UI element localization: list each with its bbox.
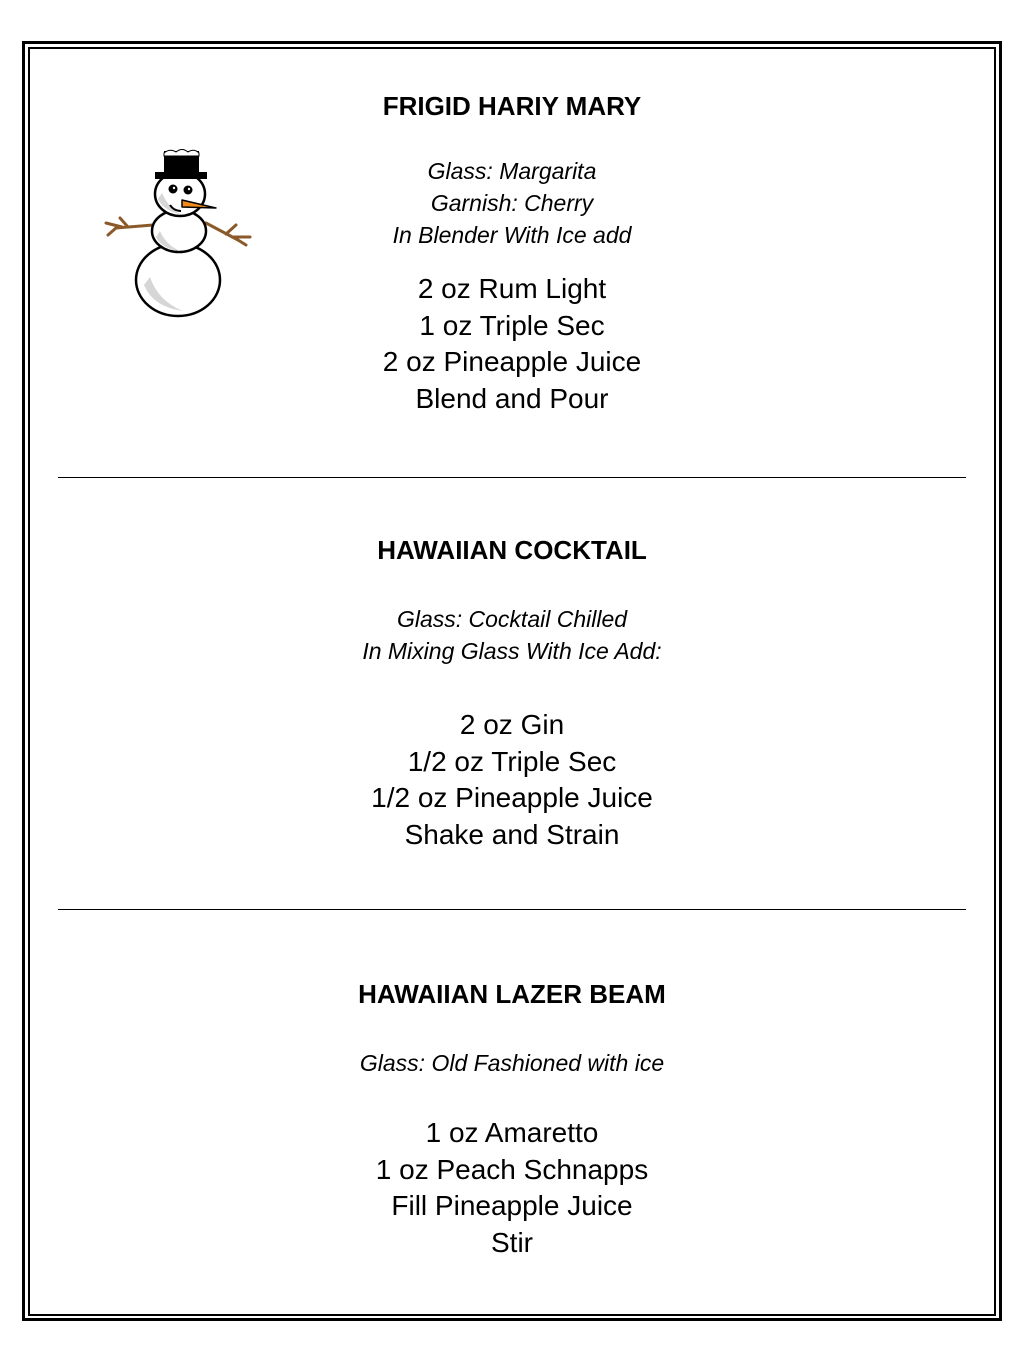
instruction: Stir <box>491 1226 533 1258</box>
instruction: Shake and Strain <box>404 818 620 850</box>
ingredient: 1/2 oz Pineapple Juice <box>371 782 653 813</box>
recipe-meta <box>60 603 964 667</box>
recipe-meta <box>60 155 964 251</box>
section-divider <box>58 909 966 910</box>
ingredient-list <box>60 271 964 417</box>
ingredient-list <box>60 707 964 853</box>
ingredient: 1 oz Triple Sec <box>419 309 605 341</box>
instruction: Blend and Pour <box>415 382 609 414</box>
recipe-card-hawaiian-cocktail <box>60 535 964 853</box>
recipe-title: HAWAIIAN COCKTAIL <box>377 535 647 565</box>
recipe-card-hawaiian-lazer-beam <box>60 979 964 1261</box>
ingredient: 1 oz Amaretto <box>425 1117 599 1148</box>
glass-type: Glass: Cocktail Chilled <box>396 606 628 632</box>
ingredient: 2 oz Pineapple Juice <box>382 346 642 377</box>
ingredient: 1/2 oz Triple Sec <box>407 745 617 777</box>
recipe-title: FRIGID HARIY MARY <box>382 91 642 121</box>
method-note: In Blender With Ice add <box>392 222 632 248</box>
section-divider <box>58 477 966 478</box>
glass-type: Glass: Old Fashioned with ice <box>359 1050 665 1076</box>
method-note: In Mixing Glass With Ice Add: <box>362 638 662 664</box>
glass-type: Glass: Margarita <box>427 158 597 184</box>
recipe-card-frigid-hairy-mary <box>60 91 964 417</box>
ingredient: 2 oz Gin <box>459 709 565 740</box>
ingredient: Fill Pineapple Juice <box>391 1190 633 1221</box>
recipe-title: HAWAIIAN LAZER BEAM <box>358 979 666 1009</box>
ingredient: 1 oz Peach Schnapps <box>375 1153 649 1185</box>
ingredient: 2 oz Rum Light <box>417 273 607 304</box>
garnish: Garnish: Cherry <box>430 190 594 216</box>
recipe-meta <box>60 1047 964 1079</box>
ingredient-list <box>60 1115 964 1261</box>
